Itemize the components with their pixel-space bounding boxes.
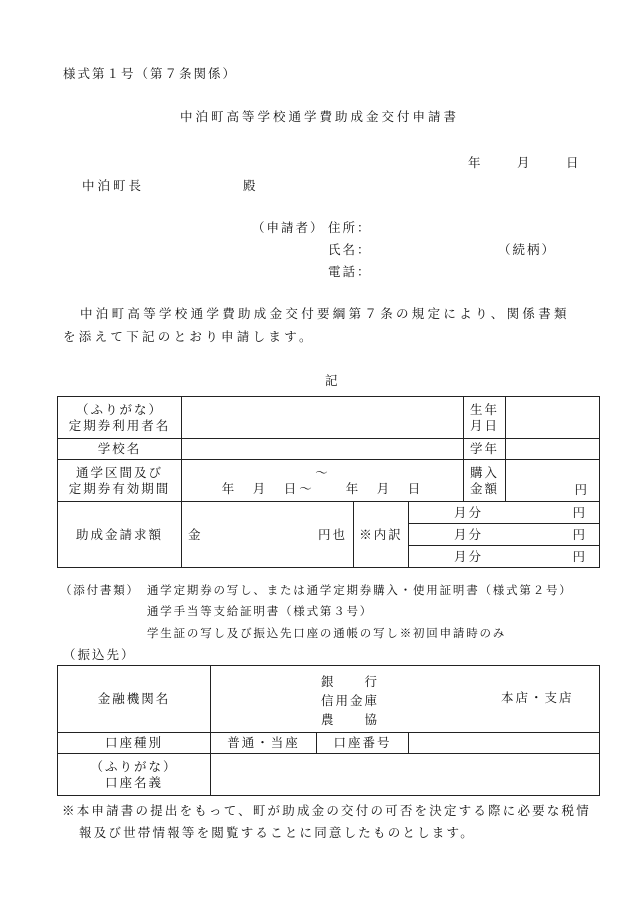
addressee-name: 中泊町長 xyxy=(82,178,145,193)
purchase-yen: 円 xyxy=(574,482,590,497)
route-label-2: 定期券有効期間 xyxy=(68,480,171,496)
transfer-table xyxy=(57,665,600,796)
intro-line-1: 中泊町高等学校通学費助成金交付要綱第７条の規定により、関係書類 xyxy=(80,306,570,321)
furigana-label: （ふりがな） xyxy=(75,401,163,417)
route-label-1: 通学区間及び xyxy=(75,464,163,480)
account-number-label: 口座番号 xyxy=(317,733,409,754)
pass-user-label: 定期券利用者名 xyxy=(68,417,171,433)
purchase-label-1: 購入 xyxy=(470,464,500,480)
claim-amount-input[interactable] xyxy=(182,502,354,568)
date-year: 年 xyxy=(468,155,483,170)
applicant-label: （申請者） xyxy=(252,220,325,235)
birth-label-1: 生年 xyxy=(470,401,500,417)
birth-label-cell xyxy=(464,397,506,439)
holder-label: 口座名義 xyxy=(104,774,163,790)
bank-label: 銀 行 xyxy=(321,674,380,689)
breakdown-row-2[interactable] xyxy=(409,524,600,546)
application-table xyxy=(57,396,600,568)
breakdown-row-1[interactable] xyxy=(409,502,600,524)
attachment-item-2: 通学手当等支給証明書（様式第３号） xyxy=(147,604,374,618)
phone-label: 電話： xyxy=(328,264,372,279)
month-part-3: 月分 xyxy=(454,548,484,564)
pass-user-input[interactable] xyxy=(182,397,464,439)
consent-line-1: ※本申請書の提出をもって、町が助成金の交付の可否を決定する際に必要な税情 xyxy=(62,803,591,818)
addressee-honorific: 殿 xyxy=(243,178,258,193)
account-type-options[interactable]: 普通・当座 xyxy=(211,733,317,754)
date-day: 日 xyxy=(566,155,581,170)
attachment-item-1: 通学定期券の写し、または通学定期券購入・使用証明書（様式第２号） xyxy=(147,583,573,597)
branch-label: 本店・支店 xyxy=(501,690,574,705)
pass-user-label-cell xyxy=(58,397,182,439)
purchase-input[interactable] xyxy=(506,460,600,502)
consent-line-2: 報及び世帯情報等を閲覧することに同意したものとします。 xyxy=(79,825,475,840)
institution-input[interactable] xyxy=(211,666,600,733)
grade-input[interactable] xyxy=(506,439,600,460)
intro-line-2: を添えて下記のとおり申請します。 xyxy=(63,329,315,344)
kin-label: 金 xyxy=(188,526,203,542)
month-part-2: 月分 xyxy=(454,526,484,542)
account-type-label: 口座種別 xyxy=(58,733,211,754)
purchase-label-2: 金額 xyxy=(470,480,500,496)
form-number: 様式第１号（第７条関係） xyxy=(63,66,238,81)
breakdown-label: ※内訳 xyxy=(354,502,409,568)
purchase-label-cell xyxy=(464,460,506,502)
yen-part-2: 円 xyxy=(572,526,588,542)
period-line: 年 月 日～ 年 月 日 xyxy=(221,480,424,496)
attachment-item-3: 学生証の写し及び振込先口座の通帳の写し※初回申請時のみ xyxy=(147,626,507,640)
nokyo-label: 農 協 xyxy=(321,712,380,727)
attachments-label: （添付書類） xyxy=(60,583,140,597)
month-part-1: 月分 xyxy=(454,504,484,520)
school-name-input[interactable] xyxy=(182,439,464,460)
route-tilde: ～ xyxy=(315,464,330,480)
account-number-input[interactable] xyxy=(409,733,600,754)
holder-label-cell xyxy=(58,754,211,796)
date-month: 月 xyxy=(517,155,532,170)
route-label-cell xyxy=(58,460,182,502)
grade-label: 学年 xyxy=(464,439,506,460)
holder-furigana-label: （ふりがな） xyxy=(90,758,178,774)
birth-input[interactable] xyxy=(506,397,600,439)
name-label: 氏名： xyxy=(328,242,372,257)
school-name-label: 学校名 xyxy=(58,439,182,460)
breakdown-row-3[interactable] xyxy=(409,546,600,568)
route-input[interactable] xyxy=(182,460,464,502)
institution-label: 金融機関名 xyxy=(58,666,211,733)
page-title: 中泊町高等学校通学費助成金交付申請書 xyxy=(180,109,460,124)
birth-label-2: 月日 xyxy=(470,417,500,433)
shinkin-label: 信用金庫 xyxy=(321,693,380,708)
enya-label: 円也 xyxy=(317,526,347,542)
address-label: 住所： xyxy=(328,220,372,235)
ki-heading: 記 xyxy=(325,373,340,388)
holder-input[interactable] xyxy=(211,754,600,796)
relation-label: （続柄） xyxy=(498,242,557,257)
yen-part-3: 円 xyxy=(572,548,588,564)
claim-label: 助成金請求額 xyxy=(58,502,182,568)
transfer-label: （振込先） xyxy=(63,647,136,662)
yen-part-1: 円 xyxy=(572,504,588,520)
